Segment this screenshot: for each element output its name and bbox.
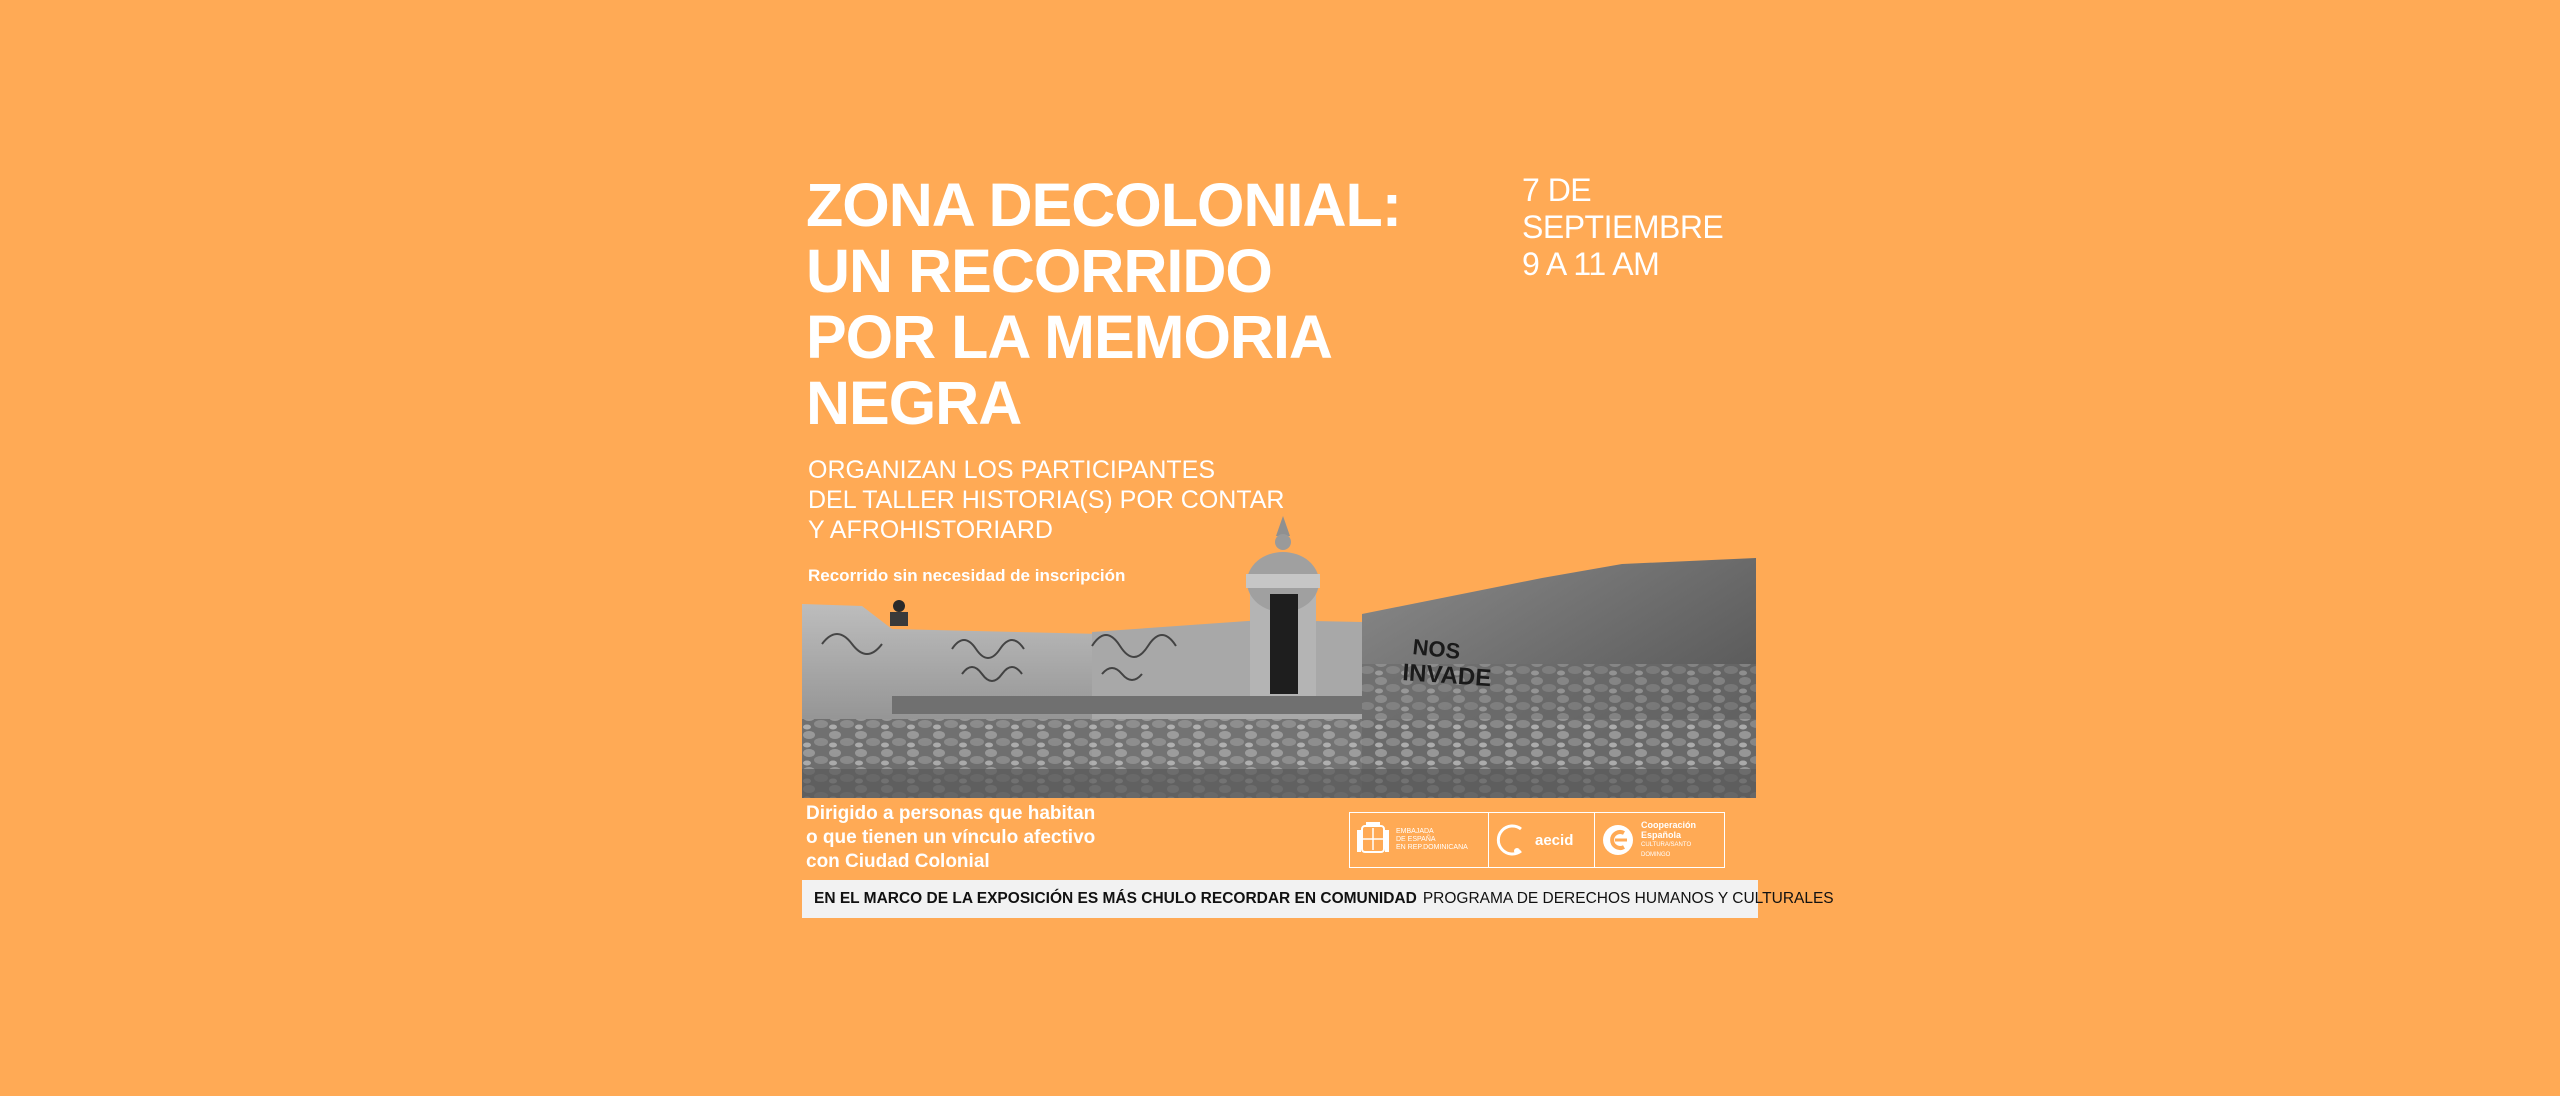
event-day: 7 DE SEPTIEMBRE <box>1522 172 1724 245</box>
cooperacion-label <box>1641 820 1718 860</box>
aecid-wordmark: aecid <box>1535 831 1574 849</box>
footer-exhibition-text: EN EL MARCO DE LA EXPOSICIÓN ES MÁS CHULO RECORDAR EN COMUNIDAD <box>814 890 1417 907</box>
cooperacion-logo <box>1595 812 1725 868</box>
audience-note <box>806 802 1126 874</box>
organizers-line-3: Y AFROHISTORIARD <box>808 516 1053 544</box>
graffiti-invade: INVADE <box>1401 659 1493 693</box>
embassy-line-2: DE ESPAÑA <box>1396 836 1436 843</box>
cooperacion-line-1: Cooperación <box>1641 820 1697 830</box>
cooperacion-line-3: CULTURA/SANTO DOMINGO <box>1641 842 1692 858</box>
audience-line-3: con Ciudad Colonial <box>806 851 990 872</box>
event-date <box>1522 172 1762 283</box>
organizers-line-1: ORGANIZAN LOS PARTICIPANTES <box>808 456 1216 484</box>
embassy-label <box>1396 828 1468 852</box>
title-line-2: UN RECORRIDO <box>806 237 1272 305</box>
title-line-4: NEGRA <box>806 369 1022 437</box>
footer-bar <box>802 880 1834 918</box>
graffiti-nos: NOS <box>1411 634 1462 664</box>
footer-program-text: PROGRAMA DE DERECHOS HUMANOS Y CULTURALES <box>1422 890 1834 907</box>
event-time: 9 A 11 AM <box>1522 246 1660 282</box>
audience-line-2: o que tienen un vínculo afectivo <box>806 827 1096 848</box>
title-line-3: POR LA MEMORIA <box>806 303 1332 371</box>
aecid-emblem-icon <box>1495 821 1529 859</box>
embassy-logo <box>1349 812 1489 868</box>
cooperacion-emblem-icon <box>1601 821 1635 859</box>
embassy-line-3: EN REP.DOMINICANA <box>1396 844 1468 851</box>
sponsor-logos <box>1349 812 1725 870</box>
event-title <box>806 172 1426 436</box>
coat-of-arms-icon <box>1356 820 1390 860</box>
organizers-line-2: DEL TALLER HISTORIA(S) POR CONTAR <box>808 486 1285 514</box>
embassy-line-1: EMBAJADA <box>1396 828 1434 835</box>
audience-line-1: Dirigido a personas que habitan <box>806 803 1096 824</box>
cooperacion-line-2: Española <box>1641 830 1682 840</box>
aecid-logo <box>1489 812 1595 868</box>
fortress-photo <box>802 514 1756 798</box>
registration-note: Recorrido sin necesidad de inscripción <box>808 566 1126 585</box>
title-line-1: ZONA DECOLONIAL: <box>806 171 1402 239</box>
